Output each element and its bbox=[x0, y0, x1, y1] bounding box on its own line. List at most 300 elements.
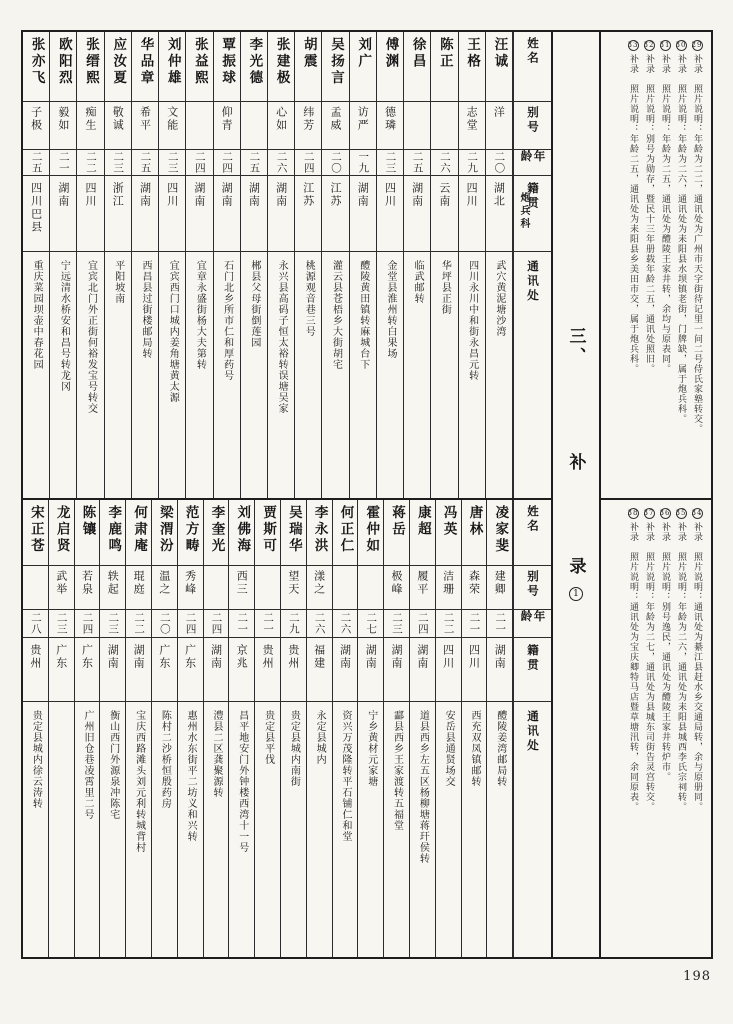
person-alias-cell bbox=[295, 102, 321, 150]
person-address-cell bbox=[377, 252, 403, 498]
person-name-cell bbox=[295, 32, 321, 102]
person-address: 酃县西乡王家渡转五福堂 bbox=[391, 710, 403, 831]
person-address-cell bbox=[487, 702, 512, 957]
person-origin-cell bbox=[459, 176, 485, 252]
footnote-text: 补录 照片说明：年龄二五，通讯处为耒阳县乡美田市交，属于炮兵科。 bbox=[628, 54, 638, 374]
person-name: 张亦飞 bbox=[28, 37, 45, 87]
person-address-cell bbox=[23, 252, 49, 498]
person-address: 郴县父母街倒莲园 bbox=[248, 260, 260, 348]
person-column bbox=[358, 500, 384, 957]
person-origin-cell bbox=[75, 638, 100, 702]
person-age: 二四 bbox=[221, 151, 234, 174]
person-origin: 京兆 bbox=[235, 644, 249, 670]
person-name: 张益熙 bbox=[191, 37, 208, 87]
person-origin-cell bbox=[295, 176, 321, 252]
person-age: 二四 bbox=[416, 612, 429, 635]
person-origin: 湖南 bbox=[132, 644, 146, 670]
person-column bbox=[350, 32, 377, 498]
person-address-cell bbox=[410, 702, 435, 957]
person-name-cell bbox=[214, 32, 240, 102]
person-name: 唐林 bbox=[466, 505, 483, 538]
section-title-part: 补 bbox=[565, 453, 586, 473]
person-address-cell bbox=[358, 702, 383, 957]
person-origin-cell bbox=[404, 176, 430, 252]
person-address: 金堂县淮州转白果场 bbox=[384, 260, 396, 359]
footnote-number-circle-icon: 30 bbox=[675, 41, 687, 49]
person-alias-cell bbox=[159, 102, 185, 150]
footnote bbox=[658, 40, 671, 490]
person-origin: 四川 bbox=[165, 182, 179, 208]
person-origin-cell bbox=[377, 176, 403, 252]
person-origin-cell bbox=[132, 176, 158, 252]
person-origin: 湖南 bbox=[274, 182, 288, 208]
person-column bbox=[486, 32, 513, 498]
person-origin-cell bbox=[23, 638, 48, 702]
person-name: 刘广 bbox=[355, 37, 372, 70]
person-name: 李光德 bbox=[246, 37, 263, 87]
footnote-text: 补录 照片说明：通讯处为綦江县赶水乡交通局转，余与原册同。 bbox=[692, 522, 702, 812]
person-address: 宜章永盛街杨大夫第转 bbox=[194, 260, 206, 370]
footnote-number-circle-icon: 35 bbox=[675, 509, 687, 517]
person-column bbox=[186, 32, 213, 498]
person-alias-cell bbox=[322, 102, 348, 150]
person-alias: 琨庭 bbox=[132, 570, 146, 596]
person-age: 二六 bbox=[438, 151, 451, 174]
person-age-cell bbox=[49, 610, 74, 638]
person-origin-cell bbox=[410, 638, 435, 702]
person-name-cell bbox=[486, 32, 512, 102]
person-age-cell bbox=[333, 610, 358, 638]
footnote-text: 补录 照片说明：年龄为二六，通讯处为耒阳县城西李氏宗祠转。 bbox=[676, 522, 686, 812]
person-name-cell bbox=[132, 32, 158, 102]
person-age-cell bbox=[159, 150, 185, 176]
person-address: 贵定县平伐 bbox=[262, 710, 274, 765]
header-name-label: 姓名 bbox=[526, 505, 540, 534]
person-origin-cell bbox=[268, 176, 294, 252]
person-name-cell bbox=[487, 500, 512, 566]
person-name: 蒋岳 bbox=[389, 505, 406, 538]
person-name-cell bbox=[350, 32, 376, 102]
person-origin: 湖南 bbox=[192, 182, 206, 208]
person-address: 道县西乡左五区杨柳塘蒋玕侯转 bbox=[417, 710, 429, 864]
person-column bbox=[126, 500, 152, 957]
person-alias: 毅如 bbox=[56, 106, 70, 132]
person-alias: 心如 bbox=[274, 106, 288, 132]
person-age-cell bbox=[322, 150, 348, 176]
person-name: 傅渊 bbox=[382, 37, 399, 70]
footnote bbox=[690, 508, 703, 949]
person-origin: 湖南 bbox=[356, 182, 370, 208]
header-cell-age bbox=[514, 610, 551, 638]
page-number: 198 bbox=[683, 969, 711, 984]
person-address-cell bbox=[178, 702, 203, 957]
person-origin: 广东 bbox=[54, 644, 68, 670]
person-alias-cell bbox=[431, 102, 457, 150]
person-alias: 建卿 bbox=[493, 570, 507, 596]
person-name: 贾斯可 bbox=[260, 505, 277, 555]
person-name-cell bbox=[307, 500, 332, 566]
person-address: 重庆菜园坝壶中春花园 bbox=[31, 260, 43, 370]
person-name-cell bbox=[49, 500, 74, 566]
person-address: 桃源观音巷三号 bbox=[303, 260, 315, 337]
person-name: 李奎光 bbox=[208, 505, 225, 555]
person-origin: 江苏 bbox=[301, 182, 315, 208]
person-column bbox=[23, 32, 50, 498]
person-name: 范方畴 bbox=[182, 505, 199, 555]
person-age: 二五 bbox=[30, 151, 43, 174]
person-origin: 湖南 bbox=[209, 644, 223, 670]
person-age-cell bbox=[152, 610, 177, 638]
person-age-cell bbox=[377, 150, 403, 176]
person-address: 四川永川中和街永昌元转 bbox=[466, 260, 478, 381]
person-name-cell bbox=[23, 500, 48, 566]
header-cell-alias bbox=[514, 566, 551, 610]
person-alias: 洁珊 bbox=[441, 570, 455, 596]
person-name-cell bbox=[322, 32, 348, 102]
person-name: 吴瑞华 bbox=[285, 505, 302, 555]
person-address-cell bbox=[23, 702, 48, 957]
person-origin: 湖南 bbox=[338, 644, 352, 670]
person-column bbox=[132, 32, 159, 498]
person-age-cell bbox=[23, 150, 49, 176]
person-age: 二〇 bbox=[493, 151, 506, 174]
person-age-cell bbox=[132, 150, 158, 176]
person-name-cell bbox=[126, 500, 151, 566]
person-name: 李鹿鸣 bbox=[105, 505, 122, 555]
person-origin: 四川 bbox=[84, 182, 98, 208]
person-name-cell bbox=[50, 32, 76, 102]
person-column bbox=[178, 500, 204, 957]
person-origin-cell bbox=[255, 638, 280, 702]
person-address-cell bbox=[204, 702, 229, 957]
person-address-cell bbox=[186, 252, 212, 498]
person-age: 二五 bbox=[411, 151, 424, 174]
footnotes-top-block bbox=[601, 32, 711, 500]
person-alias-cell bbox=[307, 566, 332, 610]
person-age: 二六 bbox=[275, 151, 288, 174]
person-address-cell bbox=[50, 252, 76, 498]
person-address: 宁乡黄材元家塘 bbox=[365, 710, 377, 787]
person-address: 华坪县正街 bbox=[439, 260, 451, 315]
person-alias: 敬诚 bbox=[111, 106, 125, 132]
person-column bbox=[431, 32, 458, 498]
header-cell-age bbox=[514, 150, 551, 176]
person-address: 宜宾西门口城内姜角塘黄太源 bbox=[167, 260, 179, 403]
person-name-cell bbox=[77, 32, 103, 102]
person-origin-cell bbox=[358, 638, 383, 702]
header-origin-label: 籍贯 bbox=[526, 644, 540, 673]
person-name-cell bbox=[410, 500, 435, 566]
person-address-cell bbox=[126, 702, 151, 957]
person-column bbox=[462, 500, 488, 957]
person-alias-cell bbox=[459, 102, 485, 150]
footnote bbox=[642, 40, 655, 490]
person-name-cell bbox=[462, 500, 487, 566]
person-alias-cell bbox=[105, 102, 131, 150]
section-title-part: 三、 bbox=[565, 327, 586, 367]
person-address-cell bbox=[241, 252, 267, 498]
person-age-cell bbox=[229, 610, 254, 638]
person-name-cell bbox=[377, 32, 403, 102]
person-address: 宜宾北门外正街何裕发宝号转交 bbox=[85, 260, 97, 414]
header-age-label: 年龄 bbox=[519, 150, 547, 165]
footnote bbox=[674, 40, 687, 490]
person-age-cell bbox=[178, 610, 203, 638]
person-alias: 痴生 bbox=[84, 106, 98, 132]
person-alias-cell bbox=[229, 566, 254, 610]
footnote-text: 补录 照片说明：年龄为二六，通讯处为耒阳县水坝镇老街，门牌缺，属于炮兵科。 bbox=[676, 54, 686, 424]
person-alias: 志堂 bbox=[465, 106, 479, 132]
person-age-cell bbox=[186, 150, 212, 176]
footnote-number-circle-icon: 33 bbox=[627, 41, 639, 49]
footnote bbox=[626, 40, 639, 490]
person-origin-cell bbox=[159, 176, 185, 252]
header-cell-origin bbox=[514, 638, 551, 702]
person-name: 宋正苍 bbox=[27, 505, 44, 555]
person-alias-cell bbox=[410, 566, 435, 610]
person-origin: 贵州 bbox=[286, 644, 300, 670]
person-origin: 湖南 bbox=[415, 644, 429, 670]
person-origin-cell bbox=[152, 638, 177, 702]
person-name: 梁渭汾 bbox=[156, 505, 173, 555]
footnote-number-circle-icon: 34 bbox=[691, 509, 703, 517]
person-alias-cell bbox=[126, 566, 151, 610]
person-origin: 四川 bbox=[467, 644, 481, 670]
person-column bbox=[105, 32, 132, 498]
person-origin-cell bbox=[350, 176, 376, 252]
person-address-cell bbox=[404, 252, 430, 498]
person-age: 一九 bbox=[357, 151, 370, 174]
person-address-cell bbox=[307, 702, 332, 957]
person-name-cell bbox=[100, 500, 125, 566]
person-address-cell bbox=[281, 702, 306, 957]
person-name-cell bbox=[268, 32, 294, 102]
person-age: 二三 bbox=[107, 612, 120, 635]
person-column bbox=[333, 500, 359, 957]
person-column bbox=[255, 500, 281, 957]
person-name-cell bbox=[204, 500, 229, 566]
footnote-text: 补录 照片说明：通讯处为宝庆卿特马店暨草塘汛转，余同原表。 bbox=[628, 522, 638, 812]
person-age-cell bbox=[105, 150, 131, 176]
footnote bbox=[690, 40, 703, 490]
person-name: 吴扬言 bbox=[328, 37, 345, 87]
person-age-cell bbox=[436, 610, 461, 638]
person-age-cell bbox=[255, 610, 280, 638]
person-name: 覃振球 bbox=[219, 37, 236, 87]
person-age: 二一 bbox=[262, 612, 275, 635]
person-age: 二一 bbox=[494, 612, 507, 635]
person-age: 二六 bbox=[313, 612, 326, 635]
person-address-cell bbox=[105, 252, 131, 498]
person-column bbox=[23, 500, 49, 957]
person-alias: 极峰 bbox=[390, 570, 404, 596]
person-age-cell bbox=[431, 150, 457, 176]
person-age: 二一 bbox=[468, 612, 481, 635]
person-alias-cell bbox=[50, 102, 76, 150]
person-age-cell bbox=[487, 610, 512, 638]
person-address: 宝庆西路滩头刘元利转城背村 bbox=[133, 710, 145, 853]
person-address: 武穴黄泥塘沙湾 bbox=[493, 260, 505, 337]
person-origin-cell bbox=[50, 176, 76, 252]
person-name-cell bbox=[358, 500, 383, 566]
footnote-text: 补录 照片说明：年龄为二二，通讯处为广州市天字街待记里一问二号侍氏家塾转交。 bbox=[692, 54, 702, 434]
person-address: 澧县二区龚聚源转 bbox=[210, 710, 222, 798]
person-age: 二一 bbox=[57, 151, 70, 174]
person-age-cell bbox=[50, 150, 76, 176]
person-address-cell bbox=[322, 252, 348, 498]
person-alias-cell bbox=[75, 566, 100, 610]
person-name: 刘仲雄 bbox=[164, 37, 181, 87]
person-alias-cell bbox=[23, 566, 48, 610]
person-origin: 福建 bbox=[312, 644, 326, 670]
person-origin: 湖南 bbox=[410, 182, 424, 208]
header-alias-label: 别号 bbox=[526, 570, 540, 599]
person-origin-cell bbox=[105, 176, 131, 252]
person-name-cell bbox=[229, 500, 254, 566]
person-address-cell bbox=[268, 252, 294, 498]
person-column bbox=[77, 32, 104, 498]
footnotes-bottom-block bbox=[601, 500, 711, 957]
person-age-cell bbox=[214, 150, 240, 176]
section-title-strip bbox=[553, 32, 601, 957]
person-alias-cell bbox=[333, 566, 358, 610]
person-address-cell bbox=[152, 702, 177, 957]
footnote bbox=[642, 508, 655, 949]
person-name: 张建极 bbox=[273, 37, 290, 87]
person-age-cell bbox=[384, 610, 409, 638]
person-age: 二三 bbox=[55, 612, 68, 635]
person-age: 二二 bbox=[442, 612, 455, 635]
person-address-cell bbox=[49, 702, 74, 957]
person-name-cell bbox=[159, 32, 185, 102]
person-address: 石门北乡所市仁和厚药号 bbox=[221, 260, 233, 381]
person-age: 二三 bbox=[391, 612, 404, 635]
tables-area bbox=[23, 32, 553, 957]
person-address: 衡山西门外源泉冲陈宅 bbox=[107, 710, 119, 820]
header-name-label: 姓名 bbox=[526, 37, 540, 66]
person-age: 二〇 bbox=[330, 151, 343, 174]
person-name-cell bbox=[281, 500, 306, 566]
person-name: 欧阳烈 bbox=[55, 37, 72, 87]
person-age-cell bbox=[350, 150, 376, 176]
footnote-number-circle-icon: 32 bbox=[643, 41, 655, 49]
person-address-cell bbox=[159, 252, 185, 498]
person-address-cell bbox=[384, 702, 409, 957]
person-origin-cell bbox=[214, 176, 240, 252]
footnote-text: 补录 照片说明：年龄为二五，通讯处为醴陵王家井转，余均与原表同。 bbox=[660, 54, 670, 374]
person-name: 华品章 bbox=[137, 37, 154, 87]
person-alias: 履平 bbox=[415, 570, 429, 596]
table-frame bbox=[21, 30, 713, 959]
person-origin: 湖南 bbox=[390, 644, 404, 670]
person-alias-cell bbox=[186, 102, 212, 150]
person-name: 徐昌 bbox=[409, 37, 426, 70]
person-origin-cell bbox=[229, 638, 254, 702]
person-age-cell bbox=[358, 610, 383, 638]
header-age-label: 年龄 bbox=[519, 610, 547, 625]
person-address: 陈村二沙桥恒殷药房 bbox=[159, 710, 171, 809]
person-alias: 纬芳 bbox=[301, 106, 315, 132]
person-origin-cell bbox=[307, 638, 332, 702]
person-column bbox=[152, 500, 178, 957]
footnote-text: 补录 照片说明：年龄为二七，通讯处为县城东司街告灵宫转交。 bbox=[644, 522, 654, 812]
person-address: 西充双凤镇邮转 bbox=[468, 710, 480, 787]
person-alias: 文能 bbox=[165, 106, 179, 132]
person-address-cell bbox=[350, 252, 376, 498]
person-origin-cell bbox=[77, 176, 103, 252]
header-cell-name bbox=[514, 32, 551, 102]
person-address: 平阳坡南 bbox=[112, 260, 124, 304]
footnote bbox=[626, 508, 639, 949]
person-age-cell bbox=[459, 150, 485, 176]
person-alias: 漾之 bbox=[312, 570, 326, 596]
person-age-cell bbox=[23, 610, 48, 638]
person-address: 惠州水东街平二坊义和兴转 bbox=[185, 710, 197, 842]
person-alias-cell bbox=[268, 102, 294, 150]
person-age-cell bbox=[295, 150, 321, 176]
footnote bbox=[674, 508, 687, 949]
person-origin: 湖南 bbox=[220, 182, 234, 208]
person-origin: 湖南 bbox=[138, 182, 152, 208]
person-column bbox=[307, 500, 333, 957]
person-alias-cell bbox=[377, 102, 403, 150]
person-age-cell bbox=[281, 610, 306, 638]
person-name-cell bbox=[241, 32, 267, 102]
person-address-cell bbox=[229, 702, 254, 957]
person-origin-cell bbox=[486, 176, 512, 252]
person-name: 冯英 bbox=[440, 505, 457, 538]
person-name: 胡震 bbox=[300, 37, 317, 70]
person-address: 宁远清水桥安和昌号转龙冈 bbox=[58, 260, 70, 392]
person-alias: 温之 bbox=[157, 570, 171, 596]
person-origin: 云南 bbox=[437, 182, 451, 208]
person-name: 霍仲如 bbox=[363, 505, 380, 555]
person-alias-cell bbox=[281, 566, 306, 610]
person-origin: 湖南 bbox=[493, 644, 507, 670]
person-address: 贵定县城内南街 bbox=[288, 710, 300, 787]
footnote bbox=[658, 508, 671, 949]
person-origin: 浙江 bbox=[111, 182, 125, 208]
person-address: 醴陵姜湾邮局转 bbox=[494, 710, 506, 787]
person-age-cell bbox=[486, 150, 512, 176]
person-age: 二四 bbox=[210, 612, 223, 635]
person-name: 陈镶 bbox=[79, 505, 96, 538]
person-alias: 森荣 bbox=[467, 570, 481, 596]
person-origin: 四川 bbox=[441, 644, 455, 670]
person-age-cell bbox=[77, 150, 103, 176]
person-column bbox=[404, 32, 431, 498]
person-age-cell bbox=[307, 610, 332, 638]
footnote-strip bbox=[601, 32, 711, 957]
person-address: 永定县城内 bbox=[314, 710, 326, 765]
person-name-cell bbox=[255, 500, 280, 566]
person-name: 康超 bbox=[414, 505, 431, 538]
person-address-cell bbox=[75, 702, 100, 957]
person-age-cell bbox=[75, 610, 100, 638]
person-origin-cell bbox=[333, 638, 358, 702]
person-origin-cell bbox=[241, 176, 267, 252]
person-origin-cell bbox=[281, 638, 306, 702]
footnote-number-circle-icon: 31 bbox=[659, 41, 671, 49]
person-age-cell bbox=[462, 610, 487, 638]
person-address-cell bbox=[100, 702, 125, 957]
person-column bbox=[377, 32, 404, 498]
person-address: 资兴万茂隆转平石铺仁和堂 bbox=[339, 710, 351, 842]
person-column bbox=[159, 32, 186, 498]
person-alias: 洋 bbox=[492, 106, 506, 119]
top-header-column bbox=[513, 32, 551, 498]
person-name-cell bbox=[333, 500, 358, 566]
